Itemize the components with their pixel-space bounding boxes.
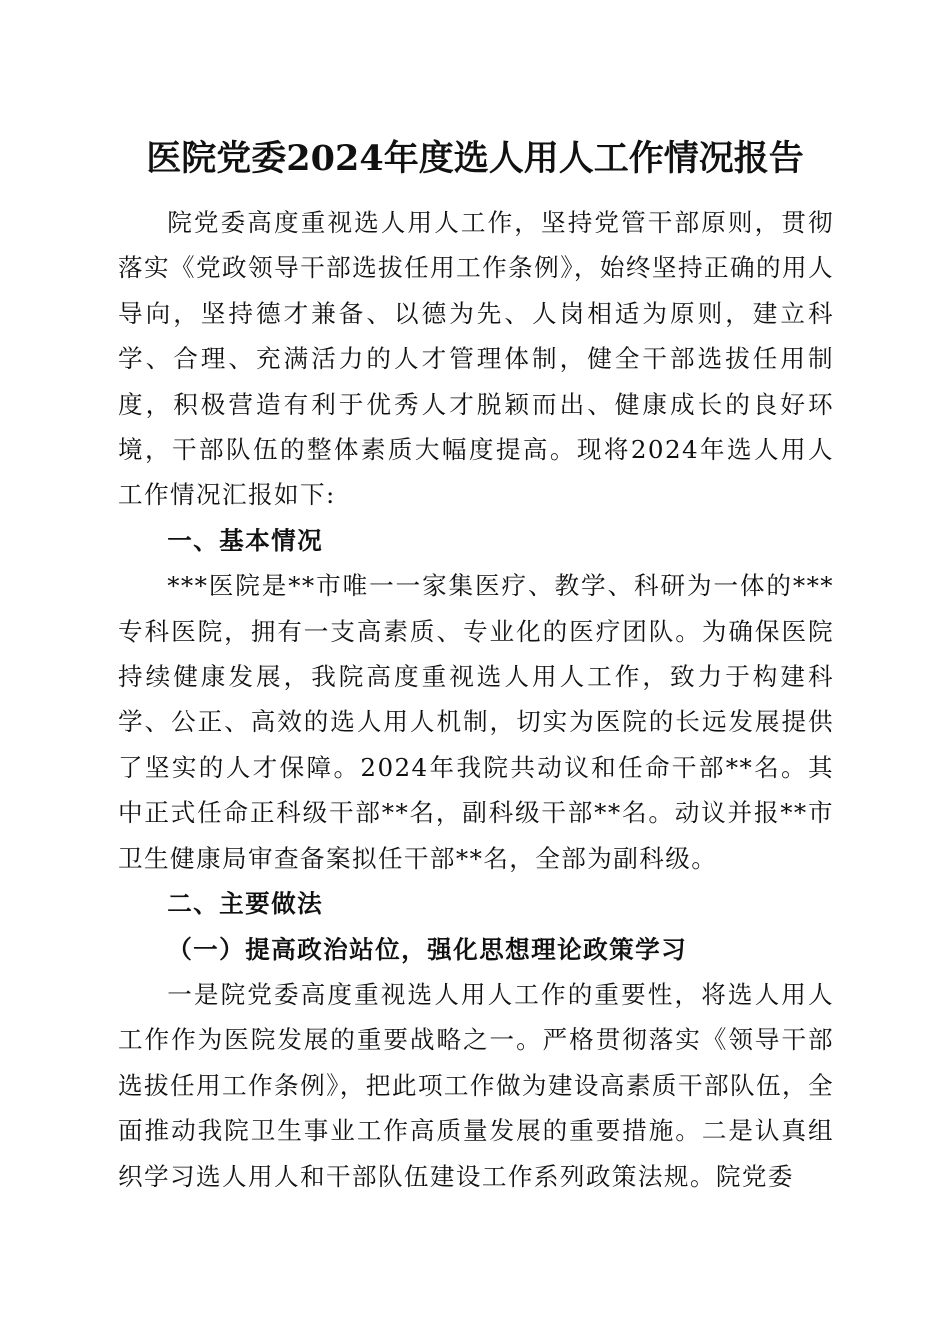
document-body xyxy=(118,200,834,1199)
intro-paragraph: 院党委高度重视选人用人工作，坚持党管干部原则，贯彻落实《党政领导干部选拔任用工作条例》，始终坚持正确的用人导向，坚持德才兼备、以德为先、人岗相适为原则，建立科学、合理、充满活力的人才管理体制，健全干部选拔任用制度，积极营造有利于优秀人才脱颖而出、健康成长的良好环境，干部队伍的整体素质大幅度提高。现将2024年选人用人工作情况汇报如下: xyxy=(118,208,834,510)
section-2-subheading-1: （一）提高政治站位，强化思想理论政策学习 xyxy=(167,934,688,964)
section-2-paragraph: 一是院党委高度重视选人用人工作的重要性，将选人用人工作作为医院发展的重要战略之一。严格贯彻落实《领导干部选拔任用工作条例》，把此项工作做为建设高素质干部队伍，全面推动我院卫生事业工作高质量发展的重要措施。二是认真组织学习选人用人和干部队伍建设工作系列政策法规。院党委 xyxy=(118,979,834,1191)
section-1-heading: 一、基本情况 xyxy=(167,525,324,555)
section-1-paragraph: ***医院是**市唯一一家集医疗、教学、科研为一体的***专科医院，拥有一支高素质、专业化的医疗团队。为确保医院持续健康发展，我院高度重视选人用人工作，致力于构建科学、公正、高效的选人用人机制，切实为医院的长远发展提供了坚实的人才保障。2024年我院共动议和任命干部**名。其中正式任命正科级干部**名，副科级干部**名。动议并报**市卫生健康局审查备案拟任干部**名，全部为副科级。 xyxy=(118,571,834,873)
document-title: 医院党委2024年度选人用人工作情况报告 xyxy=(146,138,804,179)
section-2-heading: 二、主要做法 xyxy=(167,889,324,919)
